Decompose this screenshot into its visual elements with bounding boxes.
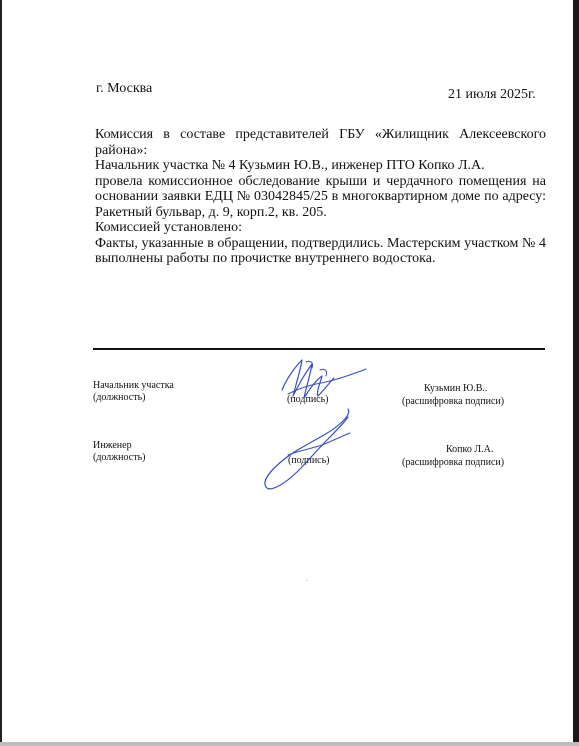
document-body (95, 127, 546, 267)
signatory-2-position-caption: (должность) (93, 452, 146, 463)
signatory-1-position: Начальник участка (93, 380, 174, 391)
signatory-2-position: Инженер (93, 440, 132, 451)
page-border-left (0, 0, 2, 746)
findings-text: Факты, указанные в обращении, подтвердились. Мастерским участком № 4 выполнены работы по прочистке внутреннего водостока. (95, 235, 546, 266)
signature-2-image (258, 405, 358, 493)
signatory-1-name: Кузьмин Ю.В.. (424, 383, 488, 394)
signatory-1-signature-caption: (подпись) (287, 394, 329, 405)
signatory-1-name-caption: (расшифровка подписи) (402, 396, 505, 407)
signatory-2-signature-caption: (подпись) (288, 455, 330, 466)
signatory-2-name-caption: (расшифровка подписи) (402, 457, 505, 468)
page-border-right (573, 0, 579, 746)
scan-speck (306, 580, 308, 581)
established-label: Комиссией установлено: (95, 220, 243, 235)
commission-intro: Комиссия в составе представителей ГБУ «Жилищник Алексеевского района»: (95, 127, 546, 158)
page-border-bottom (0, 742, 579, 746)
signatory-2-name: Копко Л.А. (446, 444, 494, 455)
commission-members: Начальник участка № 4 Кузьмин Ю.В., инженер ПТО Копко Л.А. (95, 158, 485, 173)
signature-1-image (276, 350, 371, 410)
signatory-1-position-caption: (должность) (93, 392, 146, 403)
document-city: г. Москва (96, 81, 153, 96)
document-date: 21 июля 2025г. (448, 87, 536, 102)
inspection-statement: провела комиссионное обследование крыши и чердачного помещения на основании заявки ЕДЦ № 03042845/25 в многоквартирном доме по адресу: Ракетный бульвар, д. 9, корп.2, кв. 205. (95, 173, 546, 220)
